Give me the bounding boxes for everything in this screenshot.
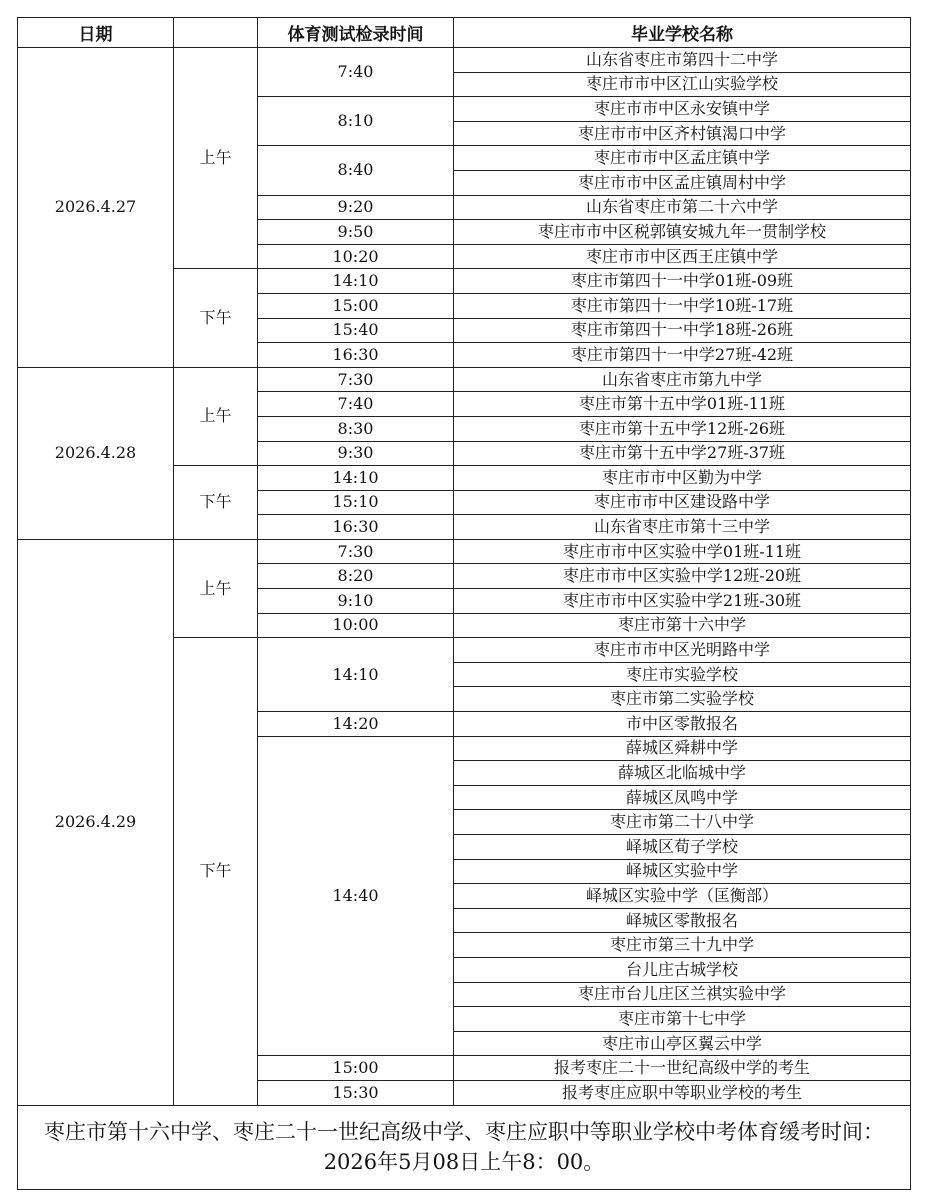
- period-cell: 下午: [174, 638, 258, 1105]
- school-cell: 峄城区实验中学: [454, 859, 911, 884]
- school-cell: 枣庄市第三十九中学: [454, 933, 911, 958]
- school-cell: 枣庄市市中区建设路中学: [454, 490, 911, 515]
- footer-note: 枣庄市第十六中学、枣庄二十一世纪高级中学、枣庄应职中等职业学校中考体育缓考时间： 2026年5月08日上午8：00。: [18, 1105, 911, 1189]
- period-cell: 下午: [174, 269, 258, 367]
- period-cell: 上午: [174, 48, 258, 269]
- time-cell: 14:10: [258, 269, 454, 294]
- time-cell: 7:30: [258, 367, 454, 392]
- time-cell: 16:30: [258, 343, 454, 368]
- time-cell: 14:20: [258, 712, 454, 737]
- school-cell: 枣庄市市中区税郭镇安城九年一贯制学校: [454, 220, 911, 245]
- school-cell: 枣庄市第十五中学27班-37班: [454, 441, 911, 466]
- school-cell: 市中区零散报名: [454, 712, 911, 737]
- time-cell: 15:00: [258, 293, 454, 318]
- school-cell: 枣庄市山亭区翼云中学: [454, 1031, 911, 1056]
- school-cell: 山东省枣庄市第十三中学: [454, 515, 911, 540]
- school-cell: 枣庄市市中区勤为中学: [454, 466, 911, 491]
- header-school: 毕业学校名称: [454, 18, 911, 48]
- time-cell: 7:40: [258, 48, 454, 97]
- school-cell: 枣庄市市中区实验中学01班-11班: [454, 539, 911, 564]
- school-cell: 枣庄市市中区实验中学21班-30班: [454, 589, 911, 614]
- school-cell: 报考枣庄二十一世纪高级中学的考生: [454, 1056, 911, 1081]
- time-cell: 8:10: [258, 97, 454, 146]
- school-cell: 枣庄市第二实验学校: [454, 687, 911, 712]
- table-row: [18, 48, 911, 73]
- time-cell: 15:10: [258, 490, 454, 515]
- time-cell: 8:20: [258, 564, 454, 589]
- school-cell: 枣庄市第十六中学: [454, 613, 911, 638]
- school-cell: 枣庄市第十五中学12班-26班: [454, 416, 911, 441]
- school-cell: 薛城区舜耕中学: [454, 736, 911, 761]
- date-cell: 2026.4.29: [18, 539, 174, 1105]
- schedule-body: [18, 48, 911, 1106]
- school-cell: 薛城区北临城中学: [454, 761, 911, 786]
- period-cell: 上午: [174, 367, 258, 465]
- school-cell: 枣庄市第十七中学: [454, 1007, 911, 1032]
- time-cell: 8:30: [258, 416, 454, 441]
- header-time: 体育测试检录时间: [258, 18, 454, 48]
- school-cell: 枣庄市台儿庄区兰祺实验中学: [454, 982, 911, 1007]
- time-cell: 14:10: [258, 466, 454, 491]
- period-cell: 下午: [174, 466, 258, 540]
- date-cell: 2026.4.27: [18, 48, 174, 368]
- time-cell: 10:00: [258, 613, 454, 638]
- school-cell: 山东省枣庄市第二十六中学: [454, 195, 911, 220]
- school-cell: 枣庄市第四十一中学18班-26班: [454, 318, 911, 343]
- header-row: [18, 18, 911, 48]
- school-cell: 枣庄市第四十一中学27班-42班: [454, 343, 911, 368]
- school-cell: 峄城区零散报名: [454, 908, 911, 933]
- school-cell: 枣庄市第四十一中学10班-17班: [454, 293, 911, 318]
- date-cell: 2026.4.28: [18, 367, 174, 539]
- school-cell: 枣庄市市中区江山实验学校: [454, 72, 911, 97]
- time-cell: 15:00: [258, 1056, 454, 1081]
- time-cell: 10:20: [258, 244, 454, 269]
- school-cell: 枣庄市市中区光明路中学: [454, 638, 911, 663]
- table-row: [18, 539, 911, 564]
- time-cell: 14:40: [258, 736, 454, 1056]
- school-cell: 枣庄市实验学校: [454, 662, 911, 687]
- time-cell: 15:30: [258, 1080, 454, 1105]
- time-cell: 16:30: [258, 515, 454, 540]
- school-cell: 枣庄市第十五中学01班-11班: [454, 392, 911, 417]
- time-cell: 8:40: [258, 146, 454, 195]
- period-cell: 上午: [174, 539, 258, 637]
- time-cell: 9:10: [258, 589, 454, 614]
- school-cell: 枣庄市市中区孟庄镇周村中学: [454, 170, 911, 195]
- school-cell: 枣庄市市中区实验中学12班-20班: [454, 564, 911, 589]
- time-cell: 7:40: [258, 392, 454, 417]
- school-cell: 枣庄市市中区永安镇中学: [454, 97, 911, 122]
- school-cell: 薛城区凤鸣中学: [454, 785, 911, 810]
- school-cell: 山东省枣庄市第九中学: [454, 367, 911, 392]
- header-date: 日期: [18, 18, 174, 48]
- school-cell: 台儿庄古城学校: [454, 957, 911, 982]
- time-cell: 14:10: [258, 638, 454, 712]
- school-cell: 枣庄市市中区齐村镇渴口中学: [454, 121, 911, 146]
- school-cell: 枣庄市第四十一中学01班-09班: [454, 269, 911, 294]
- time-cell: 7:30: [258, 539, 454, 564]
- schedule-table: [17, 17, 911, 1190]
- time-cell: 9:50: [258, 220, 454, 245]
- header-period: [174, 18, 258, 48]
- school-cell: 枣庄市市中区孟庄镇中学: [454, 146, 911, 171]
- school-cell: 峄城区实验中学（匡衡部）: [454, 884, 911, 909]
- footer-row: [18, 1105, 911, 1189]
- table-row: [18, 367, 911, 392]
- school-cell: 峄城区荀子学校: [454, 835, 911, 860]
- time-cell: 9:20: [258, 195, 454, 220]
- school-cell: 枣庄市第二十八中学: [454, 810, 911, 835]
- school-cell: 报考枣庄应职中等职业学校的考生: [454, 1080, 911, 1105]
- time-cell: 9:30: [258, 441, 454, 466]
- school-cell: 枣庄市市中区西王庄镇中学: [454, 244, 911, 269]
- time-cell: 15:40: [258, 318, 454, 343]
- school-cell: 山东省枣庄市第四十二中学: [454, 48, 911, 73]
